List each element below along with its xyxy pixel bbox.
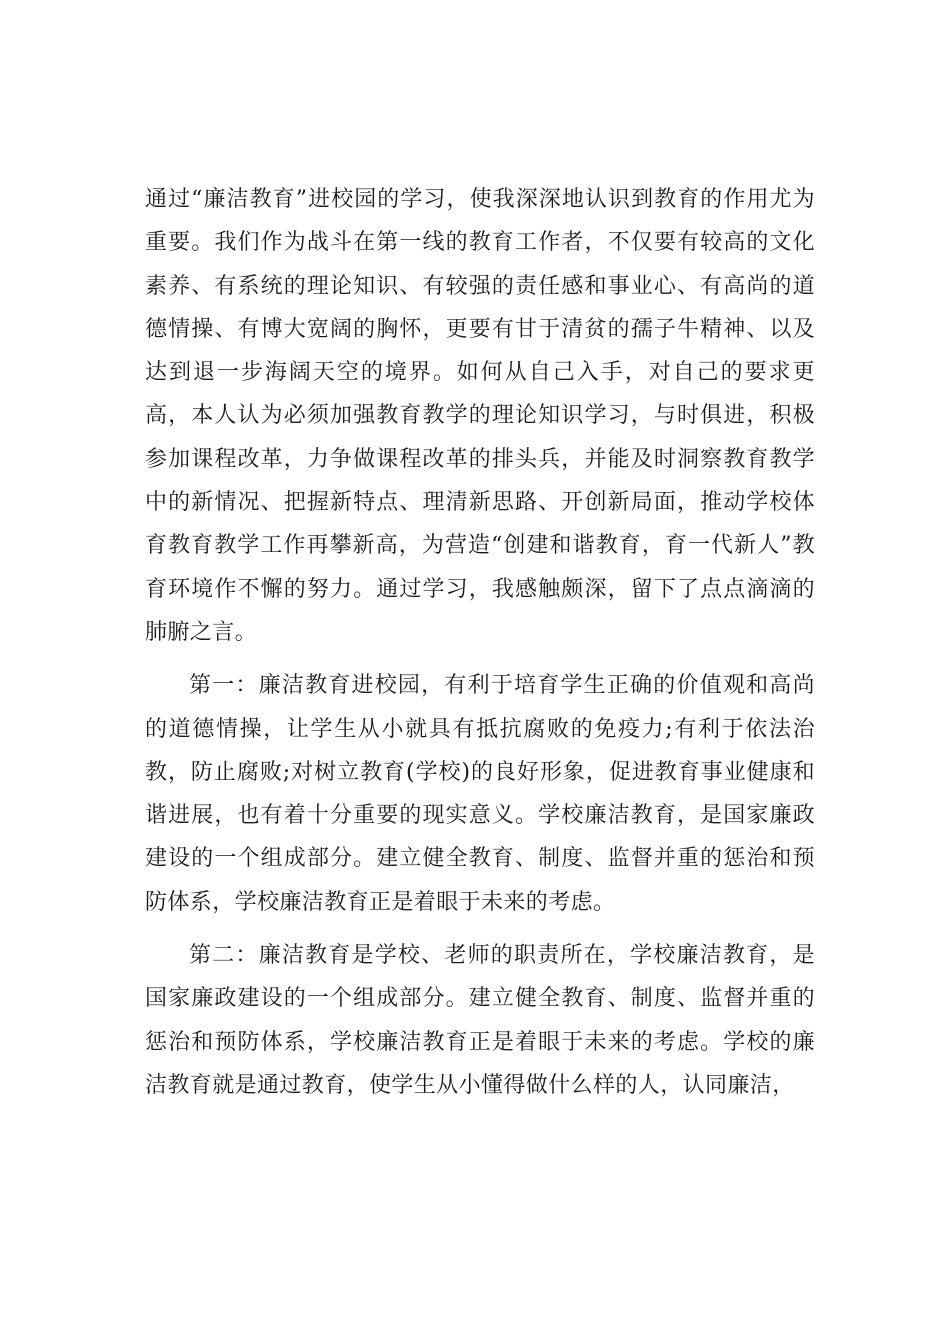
paragraph-first-point: 第一：廉洁教育进校园，有利于培育学生正确的价值观和高尚的道德情操，让学生从小就具有抵抗腐败的免疫力;有利于依法治教，防止腐败;对树立教育(学校)的良好形象，促进教育事业健康和谐进展，也有着十分重要的现实意义。学校廉洁教育，是国家廉政建设的一个组成部分。建立健全教育、制度、监督并重的惩治和预防体系，学校廉洁教育正是着眼于未来的考虑。 bbox=[145, 673, 815, 915]
paragraph-intro: 通过“廉洁教育”进校园的学习，使我深深地认识到教育的作用尤为重要。我们作为战斗在第一线的教育工作者，不仅要有较高的文化素养、有系统的理论知识、有较强的责任感和事业心、有高尚的道德情操、有博大宽阔的胸怀，更要有甘于清贫的孺子牛精神、以及达到退一步海阔天空的境界。如何从自己入手，对自己的要求更高，本人认为必须加强教育教学的理论知识学习，与时俱进，积极参加课程改革，力争做课程改革的排头兵，并能及时洞察教育教学中的新情况、把握新特点、理清新思路、开创新局面，推动学校体育教育教学工作再攀新高，为营造“创建和谐教育，育一代新人”教育环境作不懈的努力。通过学习，我感触颇深，留下了点点滴滴的肺腑之言。 bbox=[145, 187, 815, 645]
document-body bbox=[145, 178, 815, 1117]
paragraph-second-point: 第二：廉洁教育是学校、老师的职责所在，学校廉洁教育，是国家廉政建设的一个组成部分。建立健全教育、制度、监督并重的惩治和预防体系，学校廉洁教育正是着眼于未来的考虑。学校的廉洁教育就是通过教育，使学生从小懂得做什么样的人，认同廉洁， bbox=[145, 943, 815, 1098]
